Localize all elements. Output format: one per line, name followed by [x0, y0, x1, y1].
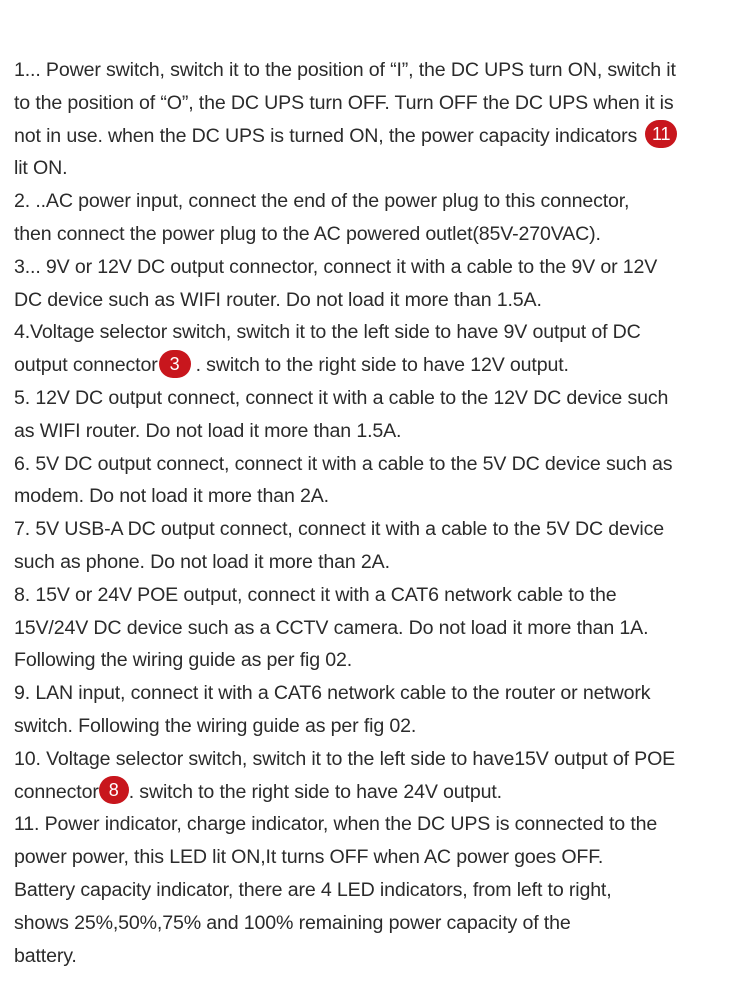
item-2-line-2: then connect the power plug to the AC powered outlet(85V-270VAC).	[14, 222, 601, 245]
item-1-line-1: 1... Power switch, switch it to the position of “I”, the DC UPS turn ON, switch it	[14, 59, 676, 81]
item-4-line-2-before: output connector	[14, 354, 158, 377]
item-6-line-2: modem. Do not load it more than 2A.	[14, 485, 329, 508]
item-3-line-1: 3... 9V or 12V DC output connector, connect it with a cable to the 9V or 12V	[14, 255, 658, 278]
callout-badge-8: 8	[99, 776, 129, 804]
instructions-document	[14, 54, 742, 972]
item-10-line-2-before: connector	[14, 780, 99, 803]
item-6-line-1: 6. 5V DC output connect, connect it with a cable to the 5V DC device such as	[14, 452, 673, 475]
item-7-line-1: 7. 5V USB-A DC output connect, connect it with a cable to the 5V DC device	[14, 518, 664, 541]
item-4-line-1: 4.Voltage selector switch, switch it to the left side to have 9V output of DC	[14, 321, 641, 344]
item-9-line-2: switch. Following the wiring guide as per fig 02.	[14, 714, 417, 737]
item-8-line-1: 8. 15V or 24V POE output, connect it with a CAT6 network cable to the	[14, 583, 617, 606]
item-9-line-1: 9. LAN input, connect it with a CAT6 network cable to the router or network	[14, 682, 651, 705]
item-5-line-2: as WIFI router. Do not load it more than 1.5A.	[14, 419, 402, 442]
item-8-line-2: 15V/24V DC device such as a CCTV camera. Do not load it more than 1A.	[14, 616, 649, 639]
item-5-line-1: 5. 12V DC output connect, connect it with a cable to the 12V DC device such	[14, 386, 669, 409]
item-4-line-2	[14, 349, 742, 382]
item-10-line-1: 10. Voltage selector switch, switch it to the left side to have15V output of POE	[14, 747, 676, 770]
item-11-line-1: 11. Power indicator, charge indicator, when the DC UPS is connected to the	[14, 813, 658, 836]
callout-badge-11: 11	[645, 120, 677, 148]
item-10-line-2	[14, 776, 742, 809]
item-11-line-3: Battery capacity indicator, there are 4 LED indicators, from left to right,	[14, 878, 612, 901]
item-10-line-2-after: . switch to the right side to have 24V output.	[128, 780, 502, 803]
item-7-line-2: such as phone. Do not load it more than 2A.	[14, 550, 390, 573]
item-11-line-5: battery.	[14, 944, 77, 967]
item-8-line-3: Following the wiring guide as per fig 02.	[14, 649, 353, 672]
callout-badge-3: 3	[159, 350, 191, 378]
item-1-line-3-text: not in use. when the DC UPS is turned ON, the power capacity indicators	[14, 124, 638, 147]
item-1-line-3	[14, 120, 742, 153]
item-11-line-2: power power, this LED lit ON,It turns OFF when AC power goes OFF.	[14, 846, 604, 869]
item-3-line-2: DC device such as WIFI router. Do not load it more than 1.5A.	[14, 288, 542, 311]
item-4-line-2-after: . switch to the right side to have 12V output.	[195, 354, 569, 377]
item-2-line-1: 2. ..AC power input, connect the end of the power plug to this connector,	[14, 190, 630, 213]
item-1-line-4: lit ON.	[14, 157, 68, 180]
item-1-line-2: to the position of “O”, the DC UPS turn OFF. Turn OFF the DC UPS when it is	[14, 91, 674, 114]
item-11-line-4: shows 25%,50%,75% and 100% remaining power capacity of the	[14, 911, 571, 934]
